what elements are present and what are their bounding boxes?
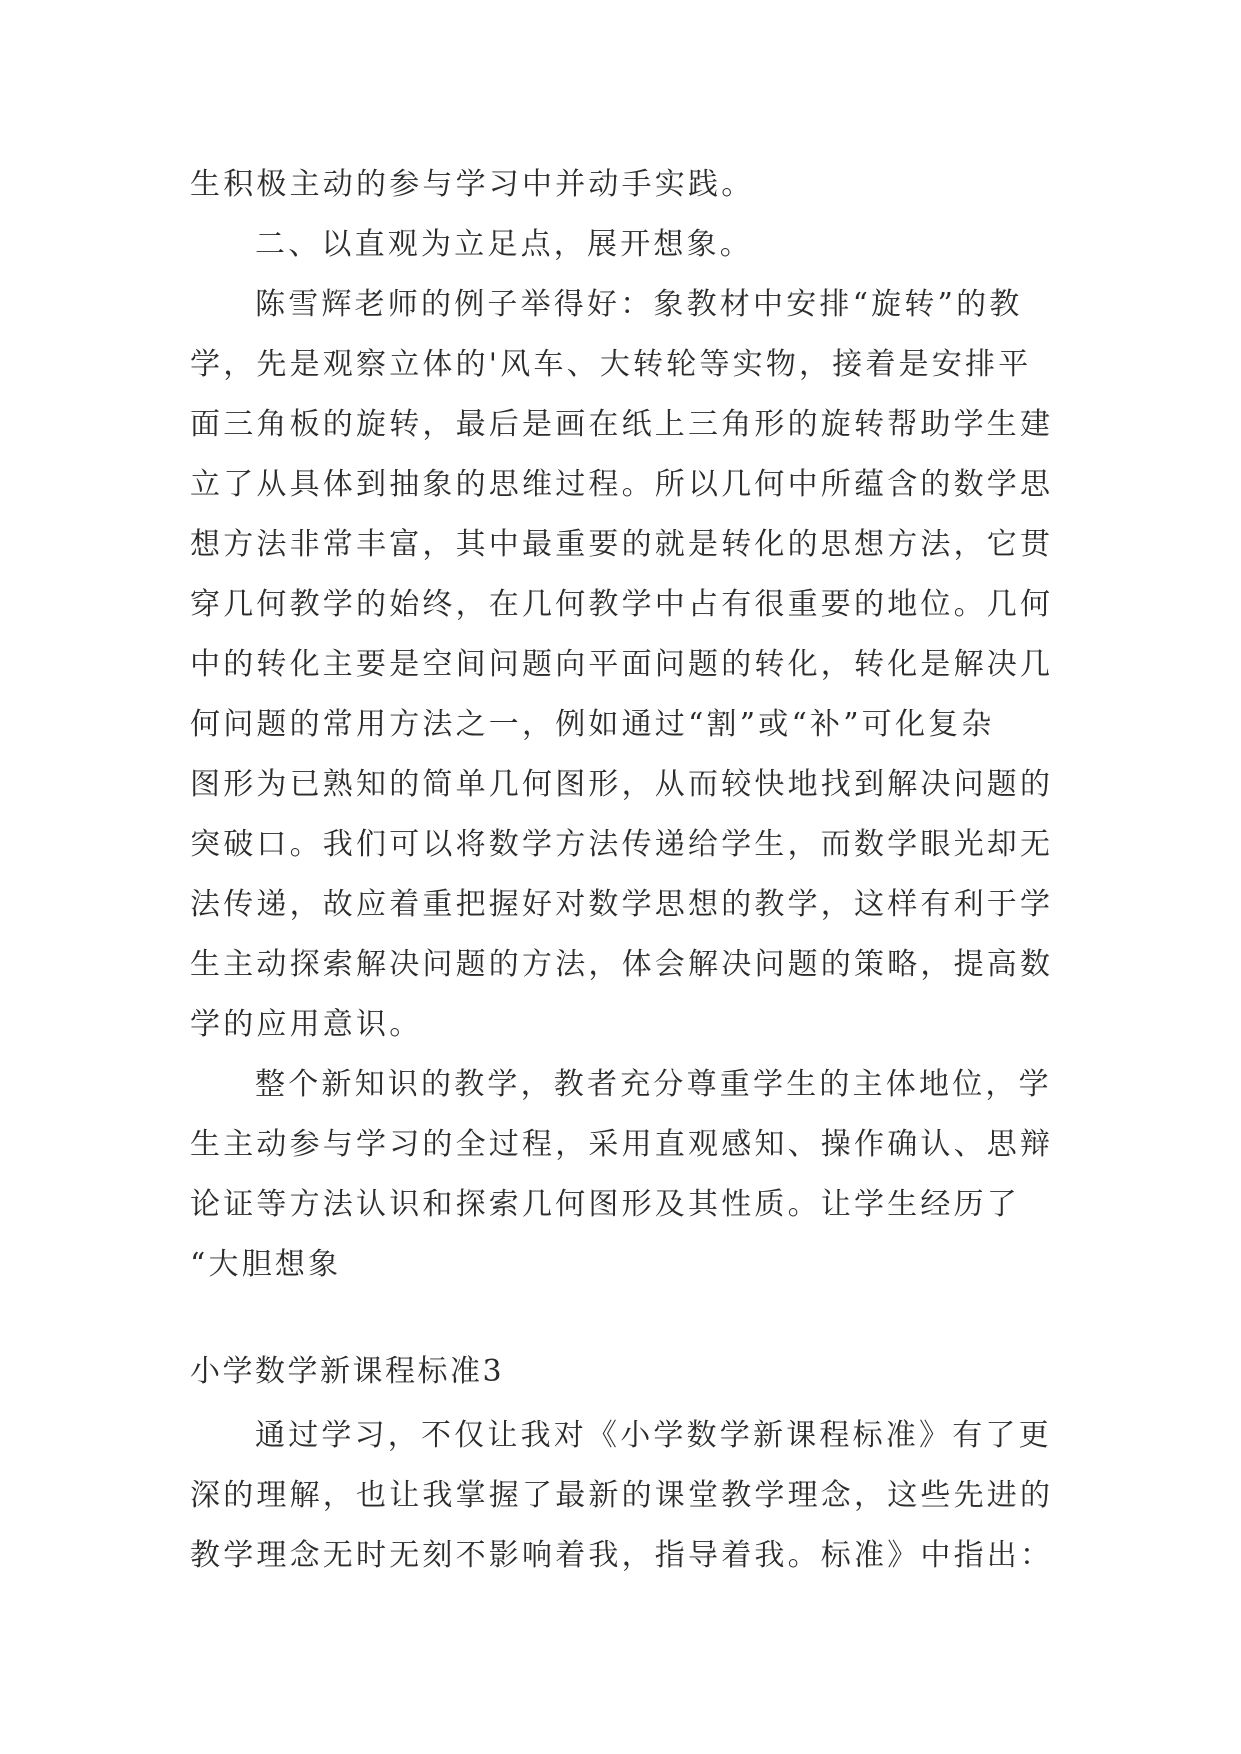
document-title: 小学数学新课程标准3 bbox=[190, 1354, 505, 1389]
paragraph-first-line: 通过学习，不仅让我对《小学数学新课程标准》有了更 bbox=[255, 1418, 1052, 1453]
paragraph-first-line: 整个新知识的教学，教者充分尊重学生的主体地位，学 bbox=[255, 1067, 1052, 1102]
paragraph-first-line: 陈雪辉老师的例子举得好：象教材中安排“旋转”的教 bbox=[255, 287, 1023, 322]
text-line: 想方法非常丰富，其中最重要的就是转化的思想方法，它贯 bbox=[190, 527, 1054, 562]
text-line: 突破口。我们可以将数学方法传递给学生，而数学眼光却无 bbox=[190, 827, 1054, 862]
section-heading: 二、以直观为立足点，展开想象。 bbox=[255, 227, 753, 262]
text-line: 生主动参与学习的全过程，采用直观感知、操作确认、思辩 bbox=[190, 1127, 1054, 1162]
text-line: “大胆想象 bbox=[190, 1247, 342, 1282]
text-line: 面三角板的旋转，最后是画在纸上三角形的旋转帮助学生建 bbox=[190, 407, 1054, 442]
text-line: 论证等方法认识和探索几何图形及其性质。让学生经历了 bbox=[190, 1187, 1020, 1222]
text-line: 图形为已熟知的简单几何图形，从而较快地找到解决问题的 bbox=[190, 767, 1054, 802]
text-line: 深的理解，也让我掌握了最新的课堂教学理念，这些先进的 bbox=[190, 1478, 1054, 1513]
text-line: 立了从具体到抽象的思维过程。所以几何中所蕴含的数学思 bbox=[190, 467, 1054, 502]
text-line: 生积极主动的参与学习中并动手实践。 bbox=[190, 167, 755, 202]
text-line: 穿几何教学的始终，在几何教学中占有很重要的地位。几何 bbox=[190, 587, 1054, 622]
text-line: 学，先是观察立体的'风车、大转轮等实物，接着是安排平 bbox=[190, 347, 1032, 382]
text-line: 学的应用意识。 bbox=[190, 1007, 423, 1042]
text-line: 教学理念无时无刻不影响着我，指导着我。标准》中指出： bbox=[190, 1538, 1054, 1573]
text-line: 中的转化主要是空间问题向平面问题的转化，转化是解决几 bbox=[190, 647, 1054, 682]
text-line: 何问题的常用方法之一，例如通过“割”或“补”可化复杂 bbox=[190, 707, 995, 742]
text-line: 法传递，故应着重把握好对数学思想的教学，这样有利于学 bbox=[190, 887, 1054, 922]
text-line: 生主动探索解决问题的方法，体会解决问题的策略，提高数 bbox=[190, 947, 1054, 982]
